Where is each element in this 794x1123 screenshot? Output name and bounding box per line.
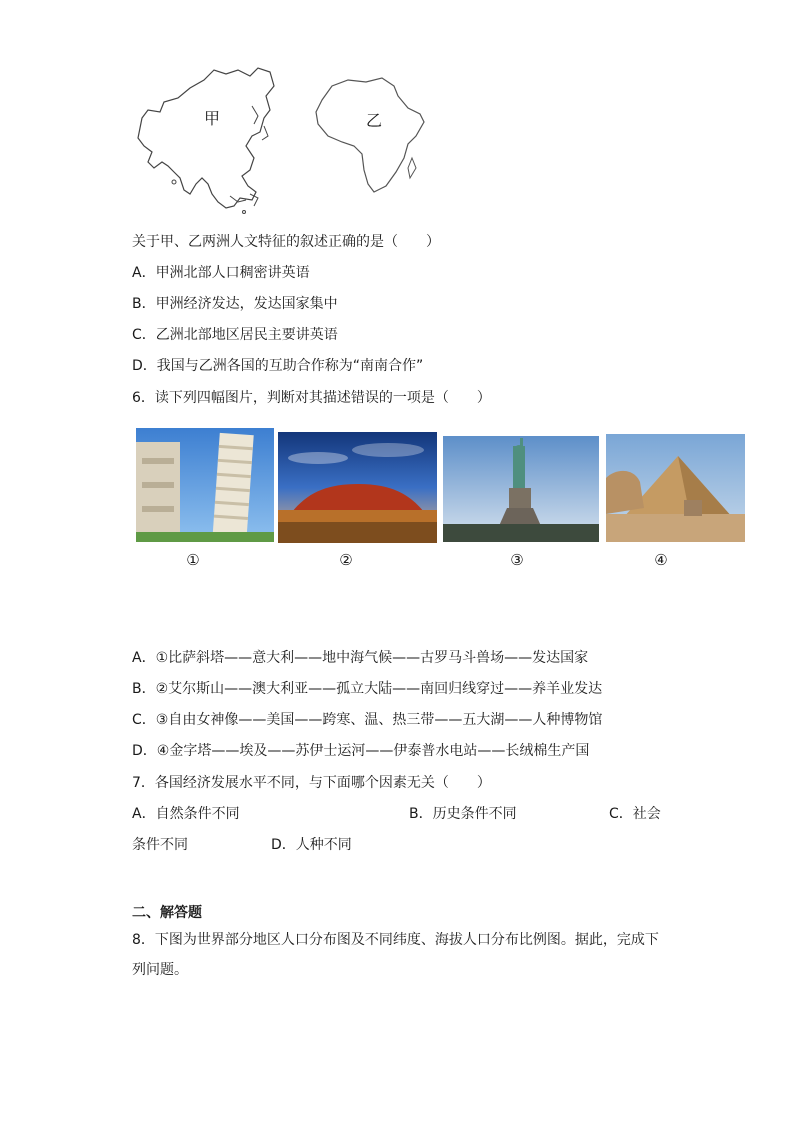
q7-option-c: C．社会 (609, 806, 661, 822)
q6-option-a: A．①比萨斜塔——意大利——地中海气候——古罗马斗兽场——发达国家 (132, 650, 589, 666)
photo-label-2: ② (339, 551, 353, 569)
q5-stem: 关于甲、乙两洲人文特征的叙述正确的是（ ） (132, 234, 440, 250)
photo-label-3: ③ (510, 551, 524, 569)
q7-stem: 7．各国经济发展水平不同，与下面哪个因素无关（ ） (132, 775, 491, 791)
q6-stem: 6．读下列四幅图片，判断对其描述错误的一项是（ ） (132, 390, 491, 406)
q7-option-c-continued: 条件不同 (132, 837, 188, 853)
q7-option-b: B．历史条件不同 (409, 806, 517, 822)
q5-option-b: B．甲洲经济发达，发达国家集中 (132, 296, 338, 312)
photo-label-4: ④ (654, 551, 668, 569)
section-heading-answer-questions: 二、解答题 (132, 905, 202, 921)
q6-option-b: B．②艾尔斯山——澳大利亚——孤立大陆——南回归线穿过——养羊业发达 (132, 681, 603, 697)
photo-statue-of-liberty (443, 436, 599, 542)
asia-map (134, 66, 279, 214)
photo-leaning-tower-pisa (136, 428, 274, 542)
q7-option-a: A．自然条件不同 (132, 806, 240, 822)
q5-option-c: C．乙洲北部地区居民主要讲英语 (132, 327, 338, 343)
q6-option-c: C．③自由女神像——美国——跨寒、温、热三带——五大湖——人种博物馆 (132, 712, 603, 728)
map-label-jia: 甲 (204, 109, 221, 128)
africa-map (312, 74, 428, 196)
q6-option-d: D．④金字塔——埃及——苏伊士运河——伊泰普水电站——长绒棉生产国 (132, 743, 590, 759)
q7-option-d: D．人种不同 (271, 837, 352, 853)
q8-stem-line1: 8．下图为世界部分地区人口分布图及不同纬度、海拔人口分布比例图。据此，完成下 (132, 932, 659, 948)
q5-option-a: A．甲洲北部人口稠密讲英语 (132, 265, 310, 281)
map-label-yi: 乙 (366, 111, 383, 130)
photo-ayers-rock (278, 432, 437, 543)
photo-pyramid-sphinx (606, 434, 745, 542)
photo-label-1: ① (186, 551, 200, 569)
q8-stem-line2: 列问题。 (132, 962, 188, 978)
q5-option-d: D．我国与乙洲各国的互助合作称为“南南合作” (132, 358, 424, 374)
